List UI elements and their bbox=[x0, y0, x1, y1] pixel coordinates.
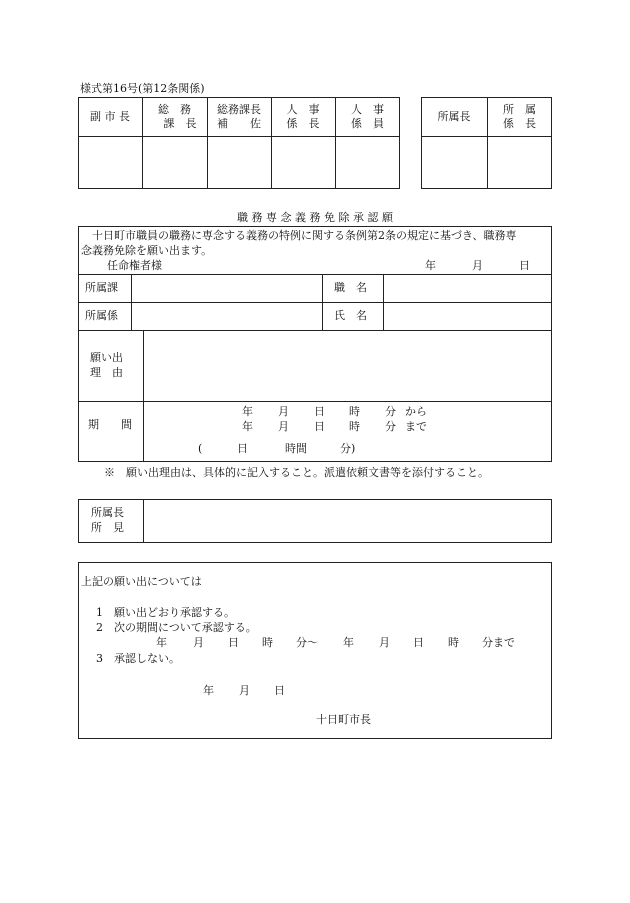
header-hr-chief: 人 事 係 長 bbox=[286, 103, 320, 130]
addressee: 任命権者様 bbox=[107, 259, 162, 272]
approval-date-year: 年 bbox=[203, 684, 214, 697]
label-section: 所属係 bbox=[85, 309, 118, 322]
header-vice-mayor: 副 市 長 bbox=[90, 110, 130, 123]
label-reason-2: 理 由 bbox=[90, 366, 123, 379]
date-day: 日 bbox=[519, 259, 530, 272]
date-month: 月 bbox=[472, 259, 483, 272]
header-general-affairs-director: 総 務 課 長 bbox=[152, 103, 197, 130]
dept-field[interactable] bbox=[132, 275, 321, 301]
form-title: 職 務 専 念 義 務 免 除 承 認 願 bbox=[237, 211, 393, 224]
label-position: 職 名 bbox=[334, 281, 367, 294]
section-field[interactable] bbox=[132, 303, 321, 329]
header-dept-head: 所属長 bbox=[437, 110, 471, 123]
header-hr-staff: 人 事 係 員 bbox=[351, 103, 384, 130]
label-period: 期 間 bbox=[88, 418, 132, 431]
approval-period: 年 月 日 時 分～ 年 月 日 時 分まで bbox=[156, 636, 515, 649]
signer: 十日町市長 bbox=[316, 713, 371, 726]
reason-field[interactable] bbox=[144, 331, 551, 400]
form-number: 様式第16号(第12条関係) bbox=[80, 82, 205, 95]
body-text-line1: 十日町市職員の職務に専念する義務の特例に関する条例第2条の規定に基づき、職務専 bbox=[92, 229, 517, 242]
approval-date-day: 日 bbox=[274, 684, 285, 697]
body-text-line2: 念義務免除を願い出ます。 bbox=[81, 244, 213, 257]
approval-intro: 上記の願い出については bbox=[81, 575, 202, 588]
note-text: ※ 願い出理由は、具体的に記入すること。派遣依頼文書等を添付すること。 bbox=[104, 466, 489, 479]
label-dept: 所属課 bbox=[85, 281, 118, 294]
name-field[interactable] bbox=[384, 303, 551, 329]
position-field[interactable] bbox=[384, 275, 551, 301]
approval-option-1[interactable]: 1 願い出どおり承認する。 bbox=[96, 606, 235, 619]
header-assistant-director: 総務課長 補 佐 bbox=[217, 103, 261, 130]
label-opinion-2: 所 見 bbox=[91, 521, 124, 534]
period-field[interactable]: 年 月 日 時 分 から 年 月 日 時 分 まで ( 日 時間 分) bbox=[198, 405, 427, 455]
date-year: 年 bbox=[425, 259, 436, 272]
approval-option-2[interactable]: 2 次の期間について承認する。 bbox=[96, 621, 257, 634]
approval-option-3[interactable]: 3 承認しない。 bbox=[96, 652, 180, 665]
label-name: 氏 名 bbox=[334, 309, 367, 322]
header-section-chief: 所 属 係 長 bbox=[503, 103, 536, 130]
label-reason-1: 願い出 bbox=[90, 351, 123, 364]
approval-date-month: 月 bbox=[239, 684, 250, 697]
opinion-field[interactable] bbox=[144, 500, 551, 542]
label-opinion-1: 所属長 bbox=[91, 506, 124, 519]
